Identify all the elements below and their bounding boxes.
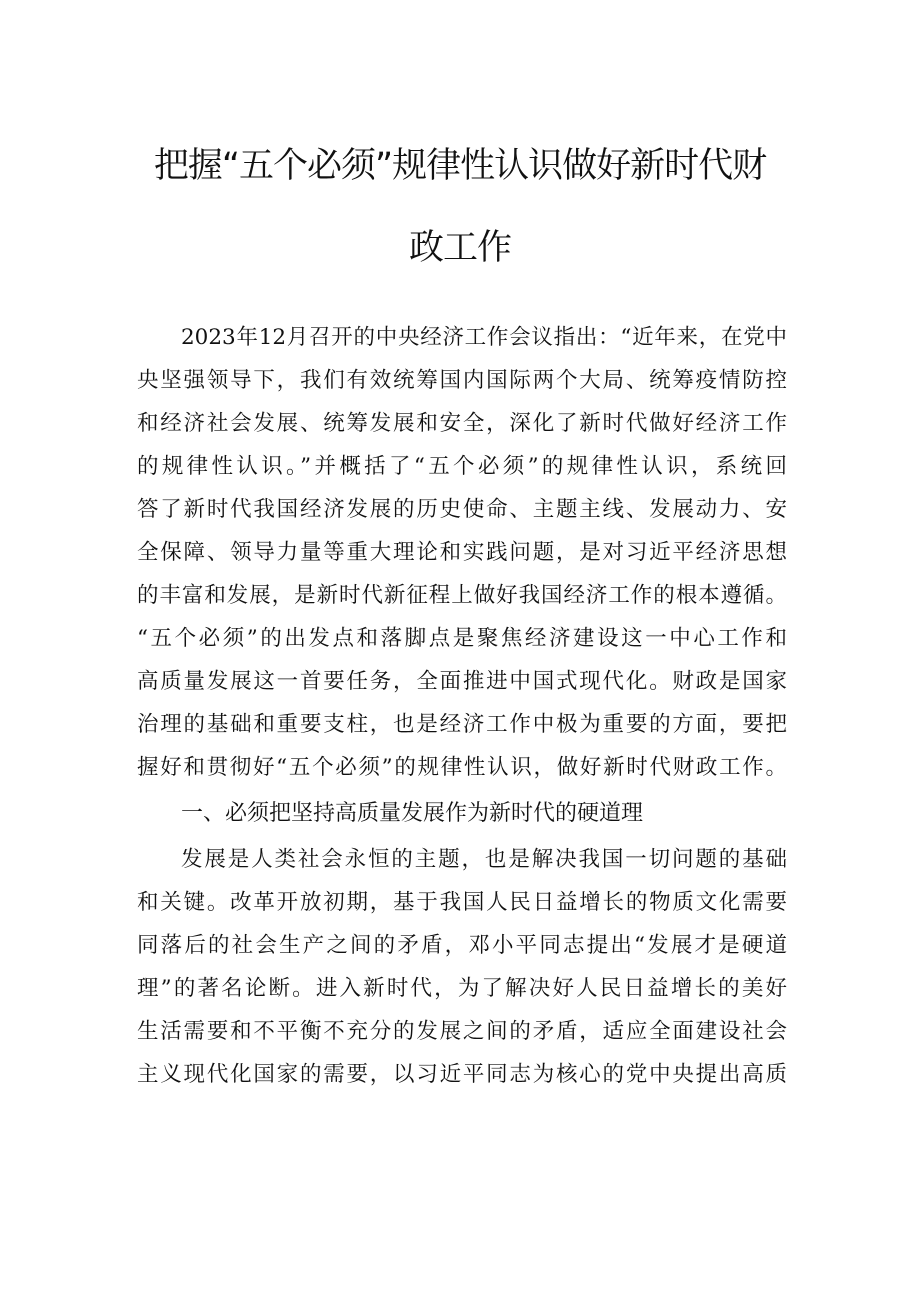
- intro-paragraph-line: 握好和贯彻好“五个必须”的规律性认识，做好新时代财政工作。: [137, 755, 787, 780]
- intro-paragraph-line: 和经济社会发展、统筹发展和安全，深化了新时代做好经济工作: [137, 411, 787, 436]
- intro-paragraph-line: 的规律性认识。”并概括了“五个必须”的规律性认识，系统回: [137, 454, 787, 479]
- document-title-line-1: 把握“五个必须”规律性认识做好新时代财: [153, 146, 767, 186]
- section-1-paragraph-line: 和关键。改革开放初期，基于我国人民日益增长的物质文化需要: [137, 890, 787, 915]
- intro-paragraph-line: 2023年12月召开的中央经济工作会议指出：“近年来，在党中: [181, 325, 787, 350]
- intro-paragraph-line: “五个必须”的出发点和落脚点是聚焦经济建设这一中心工作和: [137, 626, 787, 651]
- intro-paragraph-line: 答了新时代我国经济发展的历史使命、主题主线、发展动力、安: [137, 497, 787, 522]
- section-1-paragraph-line: 理”的著名论断。进入新时代，为了解决好人民日益增长的美好: [137, 976, 787, 1001]
- section-1-paragraph-line: 发展是人类社会永恒的主题，也是解决我国一切问题的基础: [181, 847, 787, 872]
- section-1-paragraph-line: 同落后的社会生产之间的矛盾，邓小平同志提出“发展才是硬道: [137, 933, 787, 958]
- intro-paragraph-line: 高质量发展这一首要任务，全面推进中国式现代化。财政是国家: [137, 669, 787, 694]
- intro-paragraph-line: 治理的基础和重要支柱，也是经济工作中极为重要的方面，要把: [137, 712, 787, 737]
- section-1-heading: 一、必须把坚持高质量发展作为新时代的硬道理: [181, 801, 644, 826]
- section-1-paragraph-line: 主义现代化国家的需要，以习近平同志为核心的党中央提出高质: [137, 1062, 787, 1087]
- intro-paragraph-line: 央坚强领导下，我们有效统筹国内国际两个大局、统筹疫情防控: [137, 368, 787, 393]
- document-title-line-2: 政工作: [408, 228, 511, 268]
- intro-paragraph-line: 的丰富和发展，是新时代新征程上做好我国经济工作的根本遵循。: [137, 583, 787, 608]
- intro-paragraph-line: 全保障、领导力量等重大理论和实践问题，是对习近平经济思想: [137, 540, 787, 565]
- section-1-paragraph-line: 生活需要和不平衡不充分的发展之间的矛盾，适应全面建设社会: [137, 1019, 787, 1044]
